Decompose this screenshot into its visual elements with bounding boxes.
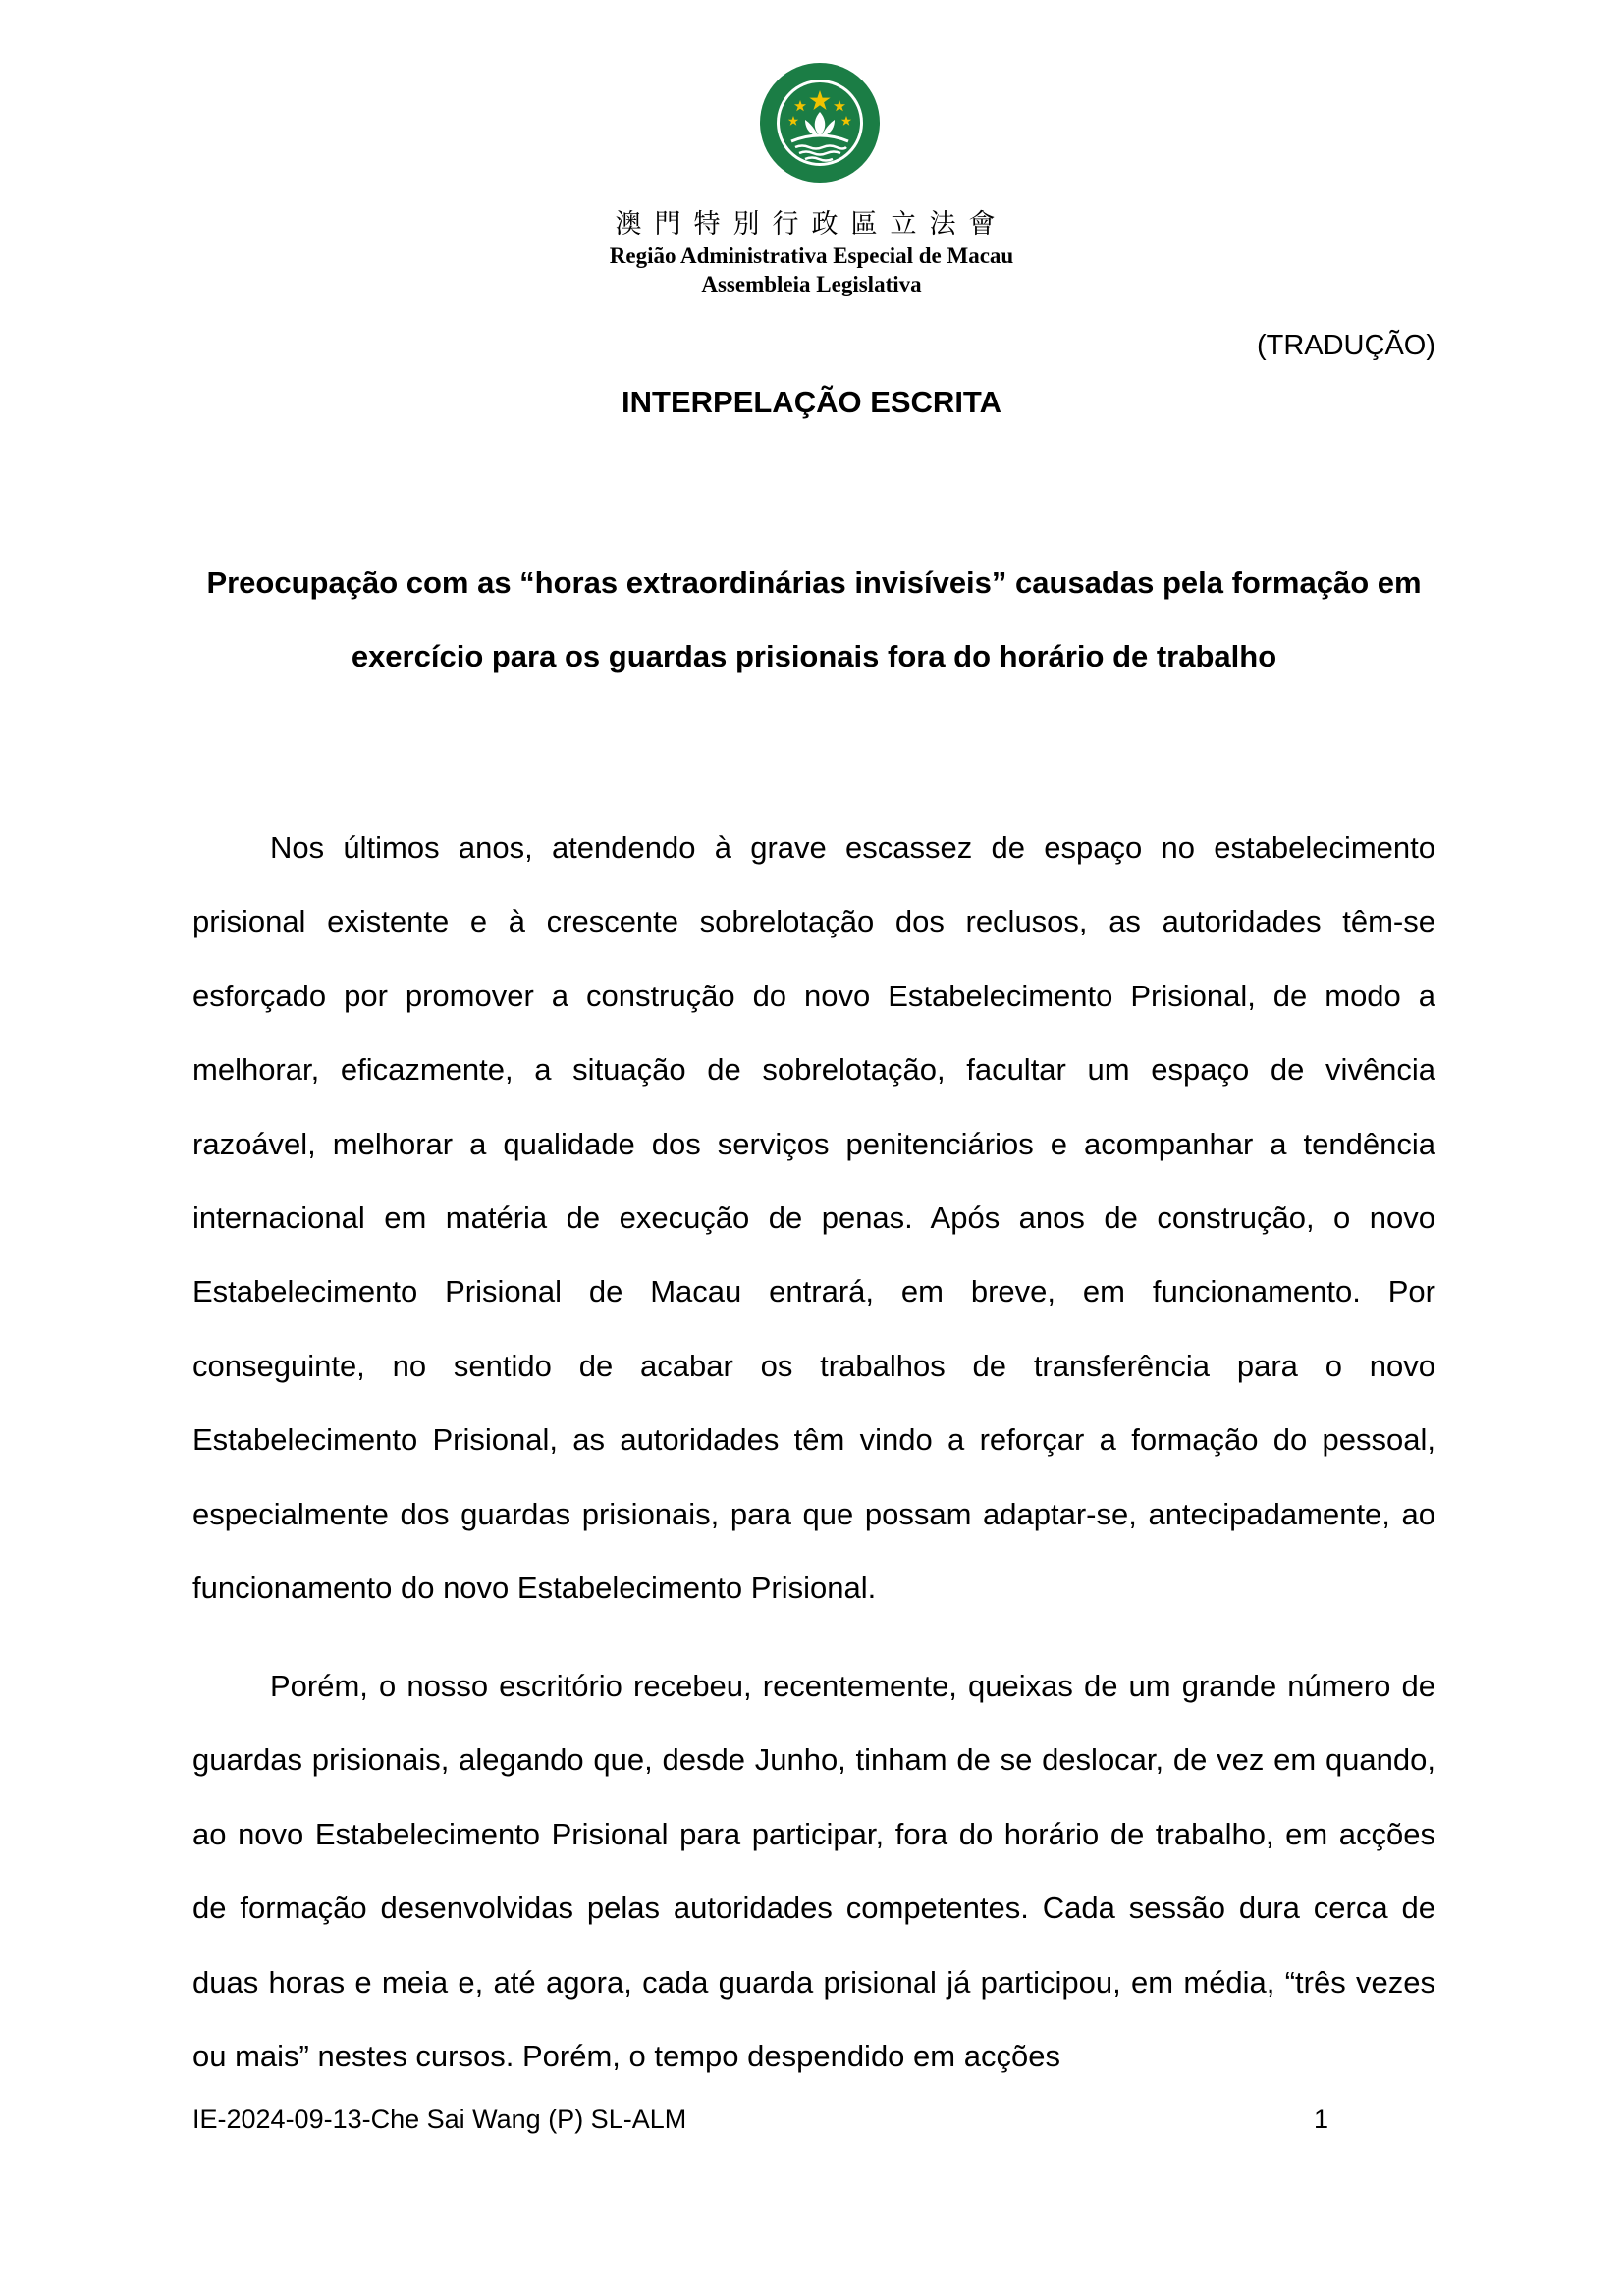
macau-sar-emblem-icon [758,61,882,185]
document-reference: IE-2024-09-13-Che Sai Wang (P) SL-ALM [192,2105,687,2134]
region-name: Região Administrativa Especial de Macau [609,243,1014,268]
translation-note: (TRADUÇÃO) [1256,330,1435,361]
assembly-name: Assembleia Legislativa [701,272,922,296]
legislative-assembly-chinese-name: 澳門特別行政區立法會 [615,209,1008,240]
subject-heading: Preocupação com as “horas extraordinárias invisíveis” causadas pela formação em exercício para os guardas prisionais fora do horário de trabalho [206,565,1422,673]
page-number: 1 [1314,2105,1329,2134]
document-title: INTERPELAÇÃO ESCRITA [622,385,1001,419]
body-paragraph-1: Nos últimos anos, atendendo à grave escassez de espaço no estabelecimento prisional existente e à crescente sobrelotação dos reclusos, as autoridades têm-se esforçado por promover a construção do novo Estabelecimento Prisional, de modo a melhorar, eficazmente, a situação de sobrelotação, facultar um espaço de vivência razoável, melhorar a qualidade dos serviços penitenciários e acompanhar a tendência internacional em matéria de execução de penas. Após anos de construção, o novo Estabelecimento Prisional de Macau entrará, em breve, em funcionamento. Por conseguinte, no sentido de acabar os trabalhos de transferência para o novo Estabelecimento Prisional, as autoridades têm vindo a reforçar a formação do pessoal, especialmente dos guardas prisionais, para que possam adaptar-se, antecipadamente, ao funcionamento do novo Estabelecimento Prisional. [192,830,1435,1606]
body-paragraph-2: Porém, o nosso escritório recebeu, recentemente, queixas de um grande número de guardas prisionais, alegando que, desde Junho, tinham de se deslocar, de vez em quando, ao novo Estabelecimento Prisional para participar, fora do horário de trabalho, em acções de formação desenvolvidas pelas autoridades competentes. Cada sessão dura cerca de duas horas e meia e, até agora, cada guarda prisional já participou, em média, “três vezes ou mais” nestes cursos. Porém, o tempo despendido em acções [192,1669,1435,2074]
